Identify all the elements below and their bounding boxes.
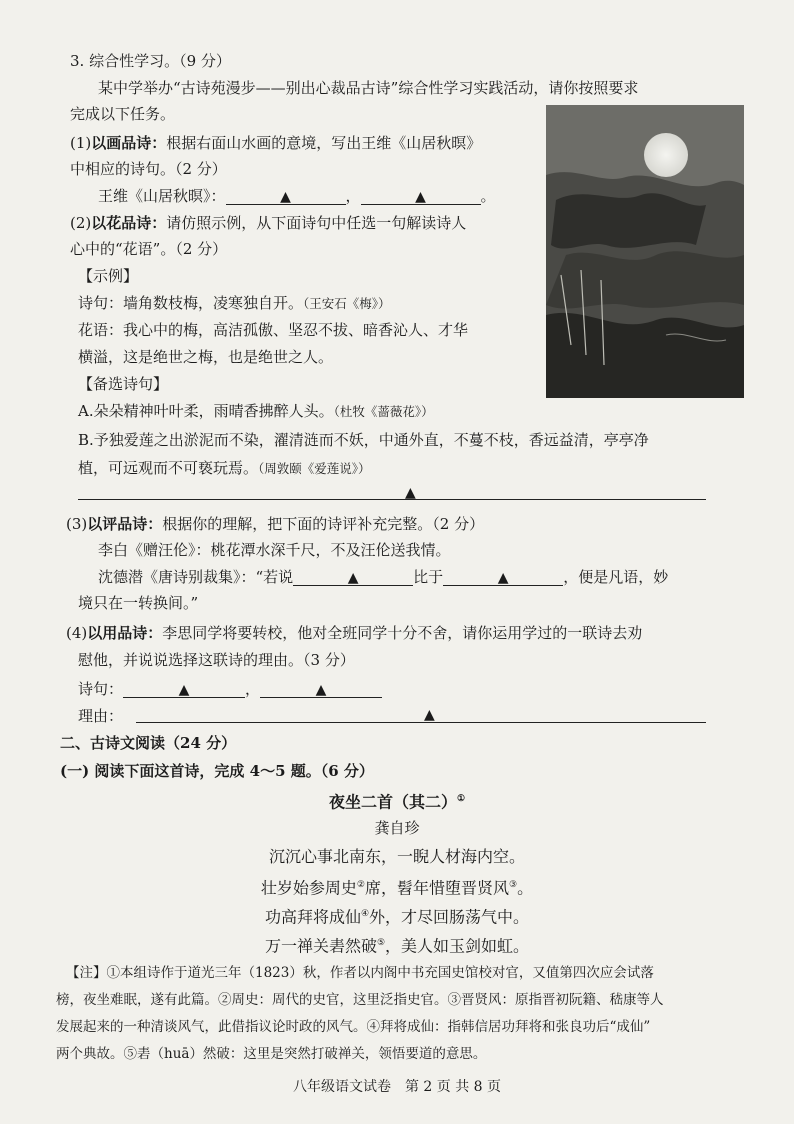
poem-blank-1[interactable]	[123, 682, 245, 698]
triangle-marker-icon: ▲	[347, 570, 359, 586]
poem-blank-2[interactable]	[260, 682, 382, 698]
moon-icon	[644, 133, 688, 177]
note-line-3: 发展起来的一种清谈风气，此借指议论时政的风气。④拜将成仙：指韩信居功拜将和张良功后“成仙”	[56, 1019, 651, 1035]
triangle-marker-icon: ▲	[178, 682, 190, 698]
note-line-4: 两个典故。⑤砉（huā）然破：这里是突然打破禅关，领悟要道的意思。	[56, 1046, 487, 1062]
landscape-painting	[546, 105, 744, 398]
example-poem: 诗句：墙角数枝梅，凌寒独自开。（王安石《梅》）	[78, 294, 391, 312]
poem-line-4: 万一禅关砉然破⑤，美人如玉剑如虹。	[264, 936, 530, 956]
options-label: 【备选诗句】	[78, 375, 169, 393]
example-label: 【示例】	[78, 267, 139, 285]
triangle-marker-icon: ▲	[424, 707, 435, 723]
painting-art	[546, 105, 744, 398]
note-line-1: 【注】①本组诗作于道光三年（1823）秋，作者以内阁中书充国史馆校对官，又值第四次应会试落	[66, 965, 654, 981]
q3-intro-line2: 完成以下任务。	[70, 105, 176, 123]
example-flower-line2: 横溢，这是绝世之梅，也是绝世之人。	[78, 348, 334, 366]
option-b-line2: 植，可远观而不可亵玩焉。（周敦颐《爱莲说》）	[78, 459, 371, 477]
q3-part4-reason-label: 理由：	[78, 707, 124, 725]
reason-answer-line[interactable]	[136, 722, 706, 723]
q3-part3-poem: 李白《赠汪伦》：桃花潭水深千尺，不及汪伦送我情。	[98, 541, 451, 559]
q3-part4-line2: 慰他，并说说选择这联诗的理由。（3 分）	[78, 651, 355, 669]
question-3-header: 3. 综合性学习。（9 分）	[70, 52, 231, 70]
comment-blank-1[interactable]	[293, 570, 413, 586]
answer-label: 王维《山居秋暝》：	[98, 187, 226, 205]
triangle-marker-icon: ▲	[405, 485, 416, 501]
triangle-marker-icon: ▲	[415, 189, 426, 205]
option-a: A.朵朵精神叶叶柔，雨晴香拂醉人头。（杜牧《蔷薇花》）	[78, 402, 434, 420]
section-2-header: 二、古诗文阅读（24 分）	[60, 734, 237, 752]
poem-line-2: 壮岁始参周史②席，髫年惜堕晋贤风③。	[260, 878, 534, 898]
comment-blank-2[interactable]	[443, 570, 563, 586]
triangle-marker-icon: ▲	[315, 682, 327, 698]
q3-part4-line1: (4)以用品诗：李思同学将要转校，他对全班同学十分不舍，请你运用学过的一联诗去劝	[66, 624, 643, 642]
option-b-line1: B.予独爱莲之出淤泥而不染，濯清涟而不妖，中通外直，不蔓不枝，香远益清，亭亭净	[78, 431, 649, 449]
q3-part1-answer: 王维《山居秋暝》： ▲ ， ▲ 。	[98, 187, 496, 205]
part-title: 以画品诗：	[91, 134, 167, 152]
q3-part1-line2: 中相应的诗句。（2 分）	[70, 160, 227, 178]
answer-blank-2[interactable]	[361, 189, 481, 205]
poem-title: 夜坐二首（其二）①	[328, 792, 466, 812]
answer-blank-1[interactable]	[226, 189, 346, 205]
part-number: (1)	[70, 134, 92, 152]
section-2-sub1: (一) 阅读下面这首诗，完成 4～5 题。（6 分）	[60, 762, 374, 780]
q3-part2-line1: (2)以花品诗：请仿照示例，从下面诗句中任选一句解读诗人	[70, 214, 467, 232]
q3-part1-line1	[70, 134, 481, 152]
page-footer: 八年级语文试卷 第 2 页 共 8 页	[292, 1079, 502, 1095]
q3-part3-comment-end: 境只在一转换间。”	[78, 594, 199, 612]
q3-part3-comment: 沈德潜《唐诗别裁集》：“若说 ▲ 比于 ▲ ，便是凡语，妙	[98, 568, 669, 586]
triangle-marker-icon: ▲	[280, 189, 291, 205]
q3-part2-line2: 心中的“花语”。（2 分）	[70, 240, 228, 258]
poem-line-3: 功高拜将成仙④外，才尽回肠荡气中。	[264, 907, 530, 927]
part2-answer-line[interactable]	[78, 499, 706, 500]
q3-part3-line1: (3)以评品诗：根据你的理解，把下面的诗评补充完整。（2 分）	[66, 515, 485, 533]
part-text: 根据右面山水画的意境，写出王维《山居秋暝》	[166, 134, 482, 152]
example-flower-line1: 花语：我心中的梅，高洁孤傲、坚忍不拔、暗香沁人、才华	[78, 321, 469, 339]
poem-author: 龚自珍	[374, 819, 420, 837]
note-line-2: 榜，夜坐难眠，遂有此篇。②周史：周代的史官，这里泛指史官。③晋贤风：原指晋初阮籍、嵇康等人	[56, 992, 664, 1008]
q3-part4-poem: 诗句： ▲ ， ▲	[78, 680, 382, 698]
triangle-marker-icon: ▲	[497, 570, 509, 586]
q3-intro-line1: 某中学举办“古诗苑漫步——别出心裁品古诗”综合性学习实践活动，请你按照要求	[98, 79, 639, 97]
poem-line-1: 沉沉心事北南东，一睨人材海内空。	[268, 847, 525, 866]
